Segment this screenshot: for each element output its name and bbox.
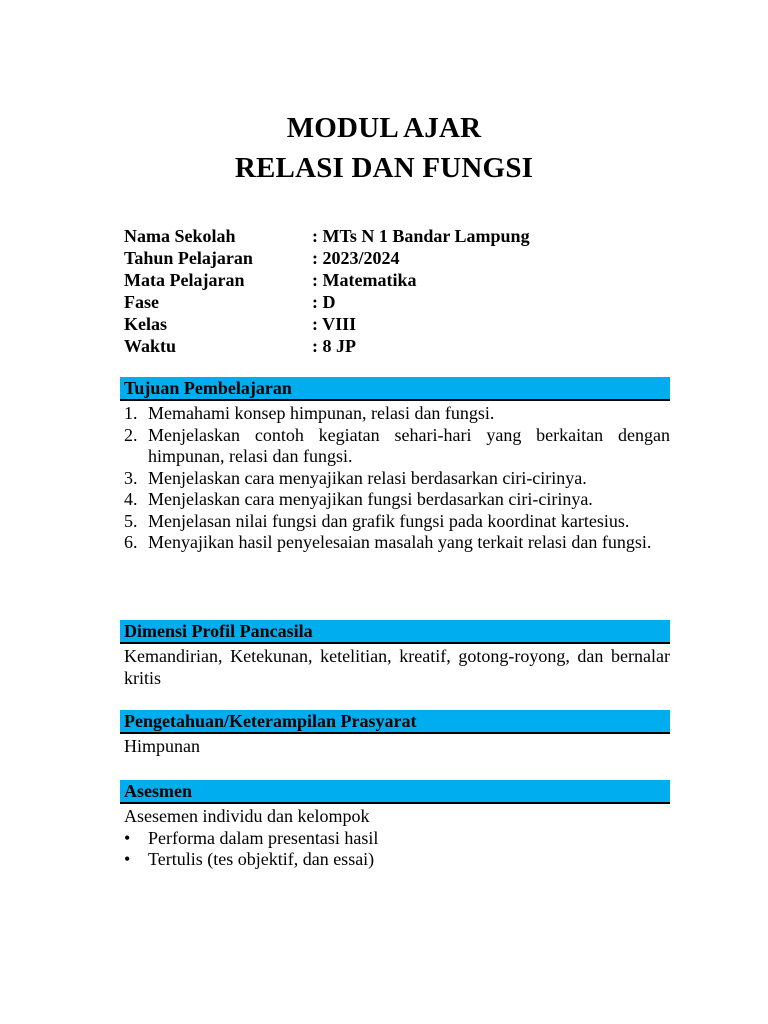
info-label: Mata Pelajaran — [124, 270, 245, 290]
section-heading: Dimensi Profil Pancasila — [120, 620, 670, 644]
info-value: : VIII — [312, 314, 357, 334]
info-value: : D — [312, 292, 336, 312]
info-value: : 8 JP — [312, 336, 356, 356]
list-text: Menyajikan hasil penyelesaian masalah yang terkait relasi dan fungsi. — [148, 532, 652, 552]
list-text: Memahami konsep himpunan, relasi dan fungsi. — [148, 403, 495, 423]
list-number: 4. — [124, 489, 138, 509]
list-number: 3. — [124, 467, 138, 488]
list-text: Tertulis (tes objektif, dan essai) — [148, 849, 375, 869]
list-text: Menjelaskan cara menyajikan fungsi berdasarkan ciri-cirinya. — [148, 489, 593, 509]
info-row-fase — [124, 291, 684, 313]
info-row-tahun-pelajaran — [124, 247, 684, 269]
section-asesmen — [120, 780, 670, 871]
list-text: Menjelaskan contoh kegiatan sehari-hari yang berkaitan dengan himpunan, relasi dan fungsi. — [148, 424, 670, 466]
bullet-icon: • — [124, 849, 131, 869]
list-item — [124, 403, 670, 425]
section-tujuan-pembelajaran — [120, 377, 670, 554]
section-prasyarat — [120, 710, 670, 758]
list-item — [124, 828, 670, 850]
info-value: : 2023/2024 — [312, 248, 400, 268]
document-title — [0, 108, 768, 188]
info-row-nama-sekolah — [124, 225, 684, 247]
section-heading: Asesmen — [120, 780, 670, 804]
info-label: Waktu — [124, 336, 177, 356]
info-label: Fase — [124, 292, 159, 312]
identity-table — [124, 225, 684, 357]
info-row-kelas — [124, 313, 684, 335]
list-text: Performa dalam presentasi hasil — [148, 827, 379, 848]
info-label: Tahun Pelajaran — [124, 248, 253, 268]
info-row-waktu — [124, 335, 684, 357]
info-label: Nama Sekolah — [124, 226, 236, 246]
title-line-1: MODUL AJAR — [286, 112, 482, 144]
list-number: 6. — [124, 532, 138, 552]
objectives-list — [124, 403, 670, 554]
section-body — [120, 804, 670, 871]
list-number: 5. — [124, 510, 138, 531]
section-dimensi-profil-pancasila — [120, 620, 670, 689]
list-item — [124, 425, 670, 468]
list-text: Menjelaskan cara menyajikan relasi berdasarkan ciri-cirinya. — [148, 467, 587, 488]
list-item — [124, 511, 670, 533]
info-value: : MTs N 1 Bandar Lampung — [312, 226, 530, 246]
info-row-mata-pelajaran — [124, 269, 684, 291]
section-text: Himpunan — [124, 736, 200, 756]
section-heading: Tujuan Pembelajaran — [120, 377, 670, 401]
section-heading: Pengetahuan/Keterampilan Prasyarat — [120, 710, 670, 734]
list-item — [124, 468, 670, 490]
list-number: 2. — [124, 424, 138, 445]
asesmen-list — [124, 828, 670, 871]
list-text: Menjelasan nilai fungsi dan grafik fungsi pada koordinat kartesius. — [148, 510, 630, 531]
section-body — [120, 401, 670, 554]
title-line-2: RELASI DAN FUNGSI — [234, 152, 534, 184]
list-item — [124, 849, 670, 871]
asesmen-intro: Asesemen individu dan kelompok — [124, 806, 370, 826]
info-label: Kelas — [124, 314, 167, 334]
section-text: Kemandirian, Ketekunan, ketelitian, kreatif, gotong-royong, dan bernalar kritis — [124, 646, 670, 688]
info-value: : Matematika — [312, 270, 417, 290]
list-item — [124, 489, 670, 511]
list-item — [124, 532, 670, 554]
list-number: 1. — [124, 403, 138, 423]
bullet-icon: • — [124, 827, 131, 848]
